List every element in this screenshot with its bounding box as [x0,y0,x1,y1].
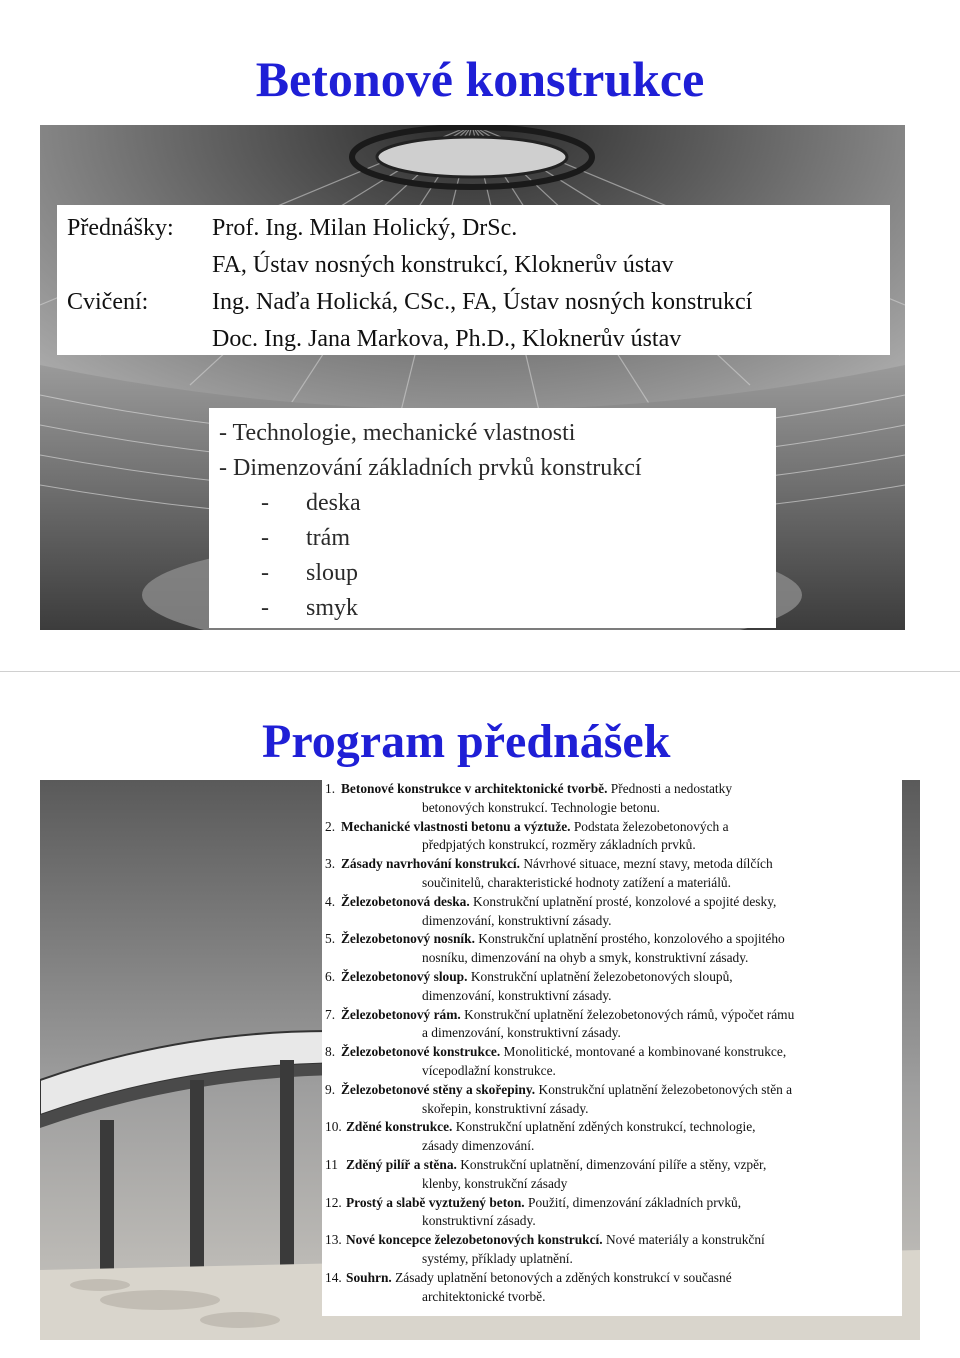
program-item-number: 11 [325,1156,338,1172]
program-item-description: Zásady uplatnění betonových a zděných konstrukcí v současné [391,1269,732,1285]
program-item [325,818,902,856]
program-item-text [346,1269,732,1288]
program-item-line1 [325,1156,902,1175]
program-item [325,893,902,931]
program-item-number: 13. [325,1232,342,1248]
program-item-text [341,893,776,912]
program-item-line1 [325,1118,902,1137]
program-item-title: Železobetonový nosník. [341,931,475,947]
program-item-description: Konstrukční uplatnění prosté, konzolové a spojité desky, [469,893,777,909]
program-item-line1 [325,1081,902,1100]
program-item-title: Železobetonová deska. [341,893,470,909]
program-item-description: Konstrukční uplatnění železobetonových rámů, výpočet rámu [460,1006,795,1022]
program-item-line2: dimenzování, konstruktivní zásady. [422,987,612,1003]
program-item-number: 5. [325,931,336,947]
program-item-description: Konstrukční uplatnění zděných konstrukcí, technologie, [452,1119,756,1135]
program-item-line1 [325,968,902,987]
program-item-text [341,930,785,949]
program-item-line2: klenby, konstrukční zásady [422,1175,568,1191]
program-item-text [346,1118,755,1137]
program-item [325,1194,902,1232]
program-item-text [341,968,733,987]
program-item-title: Zděný pilíř a stěna. [346,1156,457,1172]
program-item-title: Železobetonové konstrukce. [341,1044,501,1060]
program-item-description: Přednosti a nedostatky [607,781,733,796]
subtopic-dash: - [261,490,269,516]
program-item-title: Nové koncepce železobetonových konstrukcí. [346,1232,603,1248]
program-item-line2: předpjatých konstrukcí, rozměry základních prvků. [422,837,696,853]
program-item [325,1118,902,1156]
program-item-text [341,1081,792,1100]
subtopic-label: sloup [306,560,359,586]
program-item-line1 [325,893,902,912]
exercises-name-1: Ing. Naďa Holická, CSc., FA, Ústav nosných konstrukcí [212,289,753,315]
program-item [325,1156,902,1194]
program-item [325,1006,902,1044]
program-item-title: Prostý a slabě vyztužený beton. [346,1194,525,1210]
lectures-label: Přednášky: [67,215,174,241]
program-item-text [341,1006,794,1025]
program-item [325,855,902,893]
program-item [325,1269,902,1307]
subtopic-dash: - [261,595,269,621]
program-item-line2: konstruktivní zásady. [422,1213,536,1229]
program-item-title: Železobetonový rám. [341,1006,461,1022]
program-item-number: 8. [325,1044,336,1060]
lectures-name: Prof. Ing. Milan Holický, DrSc. [212,215,518,241]
exercises-label: Cvičení: [67,289,149,315]
program-item-line1 [325,818,902,837]
subtopic-dash: - [261,525,269,551]
subtopic-label: trám [306,525,350,551]
program-item-description: Monolitické, montované a kombinované konstrukce, [500,1044,787,1060]
program-item-line1 [325,1231,902,1250]
program-item-number: 9. [325,1081,336,1097]
program-item-title: Betonové konstrukce v architektonické tvorbě. [341,781,608,796]
program-item-number: 7. [325,1006,336,1022]
program-item-line1 [325,855,902,874]
program-item-number: 10. [325,1119,342,1135]
program-item-description: Návrhové situace, mezní stavy, metoda dílčích [519,856,773,872]
program-item-description: Použití, dimenzování základních prvků, [524,1194,742,1210]
program-item-description: Konstrukční uplatnění prostého, konzolového a spojitého [474,931,785,947]
program-item-title: Mechanické vlastnosti betonu a výztuže. [341,818,571,834]
lectures-affiliation: FA, Ústav nosných konstrukcí, Kloknerův ústav [212,252,674,278]
program-item-line1 [325,1006,902,1025]
exercises-name-2: Doc. Ing. Jana Markova, Ph.D., Kloknerův ústav [212,326,682,352]
program-item-title: Železobetonové stěny a skořepiny. [341,1081,536,1097]
program-item-line1 [325,930,902,949]
program-item-line2: součinitelů, charakteristické hodnoty zatížení a materiálů. [422,874,731,890]
subtopic-label: deska [306,490,361,516]
program-item-number: 2. [325,818,336,834]
program-item-number: 6. [325,968,336,984]
program-item-text [346,1194,741,1213]
program-item [325,930,902,968]
program-item-title: Souhrn. [346,1269,392,1285]
program-item-description: Konstrukční uplatnění železobetonových sloupů, [467,968,733,984]
program-item-line1 [325,1043,902,1062]
program-item-line2: a dimenzování, konstruktivní zásady. [422,1025,621,1041]
program-item [325,1043,902,1081]
program-item-number: 3. [325,856,336,872]
program-item-title: Zásady navrhování konstrukcí. [341,856,520,872]
topic-item: - Technologie, mechanické vlastnosti [219,420,576,446]
program-item [325,1081,902,1119]
program-item-line2: betonových konstrukcí. Technologie betonu. [422,799,660,815]
program-item [325,780,902,818]
program-item-text [341,855,773,874]
program-item-line2: zásady dimenzování. [422,1138,535,1154]
program-item [325,968,902,1006]
program-item-line1 [325,780,902,799]
program-item-line1 [325,1194,902,1213]
program-item-line1 [325,1269,902,1288]
program-item-description: Nové materiály a konstrukční [602,1232,765,1248]
program-item-title: Zděné konstrukce. [346,1119,453,1135]
program-item-number: 4. [325,893,336,909]
program-list [322,778,902,1316]
program-item-text [341,780,732,799]
program-item-text [346,1156,766,1175]
program-item-line2: architektonické tvorbě. [422,1288,546,1304]
subtopic-dash: - [261,560,269,586]
topic-item: - Dimenzování základních prvků konstrukcí [219,455,642,481]
program-item-description: Konstrukční uplatnění, dimenzování pilíře a stěny, vzpěr, [456,1156,767,1172]
program-item-description: Konstrukční uplatnění železobetonových stěn a [535,1081,793,1097]
program-item-line2: vícepodlažní konstrukce. [422,1062,556,1078]
program-item-title: Železobetonový sloup. [341,968,468,984]
program-item-line2: systémy, příklady uplatnění. [422,1250,573,1266]
slide-1-title: Betonové konstrukce [255,51,705,107]
program-item-text [341,1043,786,1062]
program-item-text [346,1231,765,1250]
program-item [325,1231,902,1269]
program-item-line2: dimenzování, konstruktivní zásady. [422,912,612,928]
program-item-number: 1. [325,781,336,796]
program-item-text [341,818,729,837]
program-item-line2: skořepin, konstruktivní zásady. [422,1100,589,1116]
program-item-number: 12. [325,1194,342,1210]
program-item-number: 14. [325,1269,342,1285]
program-item-line2: nosníku, dimenzování na ohyb a smyk, konstruktivní zásady. [422,950,749,966]
subtopic-label: smyk [306,595,359,621]
program-item-description: Podstata železobetonových a [570,818,729,834]
slide-2-title: Program přednášek [262,715,671,768]
